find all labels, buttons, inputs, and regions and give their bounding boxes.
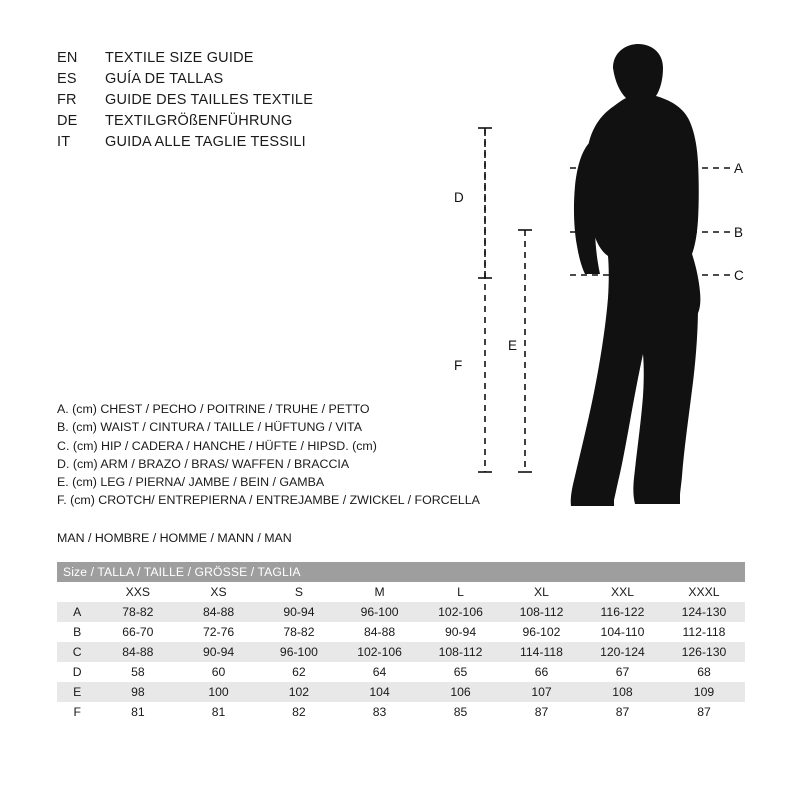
cell-d-xxl: 67 xyxy=(582,662,663,682)
legend-item-b: B. (cm) WAIST / CINTURA / TAILLE / HÜFTUNG / VITA xyxy=(57,420,362,435)
title-lang-en: EN xyxy=(57,50,78,66)
table-row xyxy=(57,622,745,642)
marker-label-c: C xyxy=(734,268,744,283)
row-label-d: D xyxy=(57,662,97,682)
cell-e-xxxl: 109 xyxy=(663,682,745,702)
cell-b-xxs: 66-70 xyxy=(97,622,178,642)
cell-f-s: 82 xyxy=(259,702,339,722)
title-text-fr: GUIDE DES TAILLES TEXTILE xyxy=(105,92,314,108)
title-text-es: GUÍA DE TALLAS xyxy=(105,71,224,87)
table-header-title-row xyxy=(57,562,745,582)
cell-a-xxl: 116-122 xyxy=(582,602,663,622)
legend-item-e: E. (cm) LEG / PIERNA/ JAMBE / BEIN / GAMBA xyxy=(57,475,325,490)
title-row-en xyxy=(57,50,477,71)
marker-label-b: B xyxy=(734,225,744,240)
legend-item-d: D. (cm) ARM / BRAZO / BRAS/ WAFFEN / BRACCIA xyxy=(57,456,350,471)
table-row xyxy=(57,702,745,722)
cell-b-xxl: 104-110 xyxy=(582,622,663,642)
cell-a-xl: 108-112 xyxy=(501,602,582,622)
cell-d-xxxl: 68 xyxy=(663,662,745,682)
cell-f-xxxl: 87 xyxy=(663,702,745,722)
cell-d-s: 62 xyxy=(259,662,339,682)
column-header-l: L xyxy=(420,582,501,602)
column-header-xs: XS xyxy=(178,582,258,602)
cell-c-l: 108-112 xyxy=(420,642,501,662)
row-label-a: A xyxy=(57,602,97,622)
legend-item-a: A. (cm) CHEST / PECHO / POITRINE / TRUHE / PETTO xyxy=(57,402,370,416)
cell-b-l: 90-94 xyxy=(420,622,501,642)
cell-f-xxs: 81 xyxy=(97,702,178,722)
marker-label-a: A xyxy=(734,161,744,176)
table-row xyxy=(57,642,745,662)
legend-note: MAN / HOMBRE / HOMME / MANN / MAN xyxy=(57,531,292,545)
size-table-container xyxy=(57,562,745,722)
table-title: Size / TALLA / TAILLE / GRÖSSE / TAGLIA xyxy=(57,562,745,582)
column-header-xl: XL xyxy=(501,582,582,602)
cell-e-m: 104 xyxy=(339,682,420,702)
title-lang-es: ES xyxy=(57,71,77,87)
legend-item-c: C. (cm) HIP / CADERA / HANCHE / HÜFTE / HIPSD. (cm) xyxy=(57,438,377,453)
cell-c-s: 96-100 xyxy=(259,642,339,662)
legend-item-f: F. (cm) CROTCH/ ENTREPIERNA / ENTREJAMBE / ZWICKEL / FORCELLA xyxy=(57,493,480,508)
cell-c-m: 102-106 xyxy=(339,642,420,662)
cell-d-xl: 66 xyxy=(501,662,582,682)
row-label-b: B xyxy=(57,622,97,642)
marker-label-e: E xyxy=(508,338,518,353)
title-text-en: TEXTILE SIZE GUIDE xyxy=(105,50,254,66)
title-block xyxy=(57,50,477,155)
cell-a-xs: 84-88 xyxy=(178,602,258,622)
corner-cell xyxy=(57,582,97,602)
marker-label-d: D xyxy=(454,190,464,205)
cell-b-xl: 96-102 xyxy=(501,622,582,642)
column-header-m: M xyxy=(339,582,420,602)
cell-a-m: 96-100 xyxy=(339,602,420,622)
table-row xyxy=(57,682,745,702)
cell-a-xxxl: 124-130 xyxy=(663,602,745,622)
cell-c-xxl: 120-124 xyxy=(582,642,663,662)
cell-d-l: 65 xyxy=(420,662,501,682)
cell-e-xxl: 108 xyxy=(582,682,663,702)
cell-f-l: 85 xyxy=(420,702,501,722)
title-row-fr xyxy=(57,92,477,113)
title-lang-fr: FR xyxy=(57,92,77,108)
cell-b-xs: 72-76 xyxy=(178,622,258,642)
table-row xyxy=(57,662,745,682)
column-header-s: S xyxy=(259,582,339,602)
title-text-it: GUIDA ALLE TAGLIE TESSILI xyxy=(105,134,306,150)
cell-b-s: 78-82 xyxy=(259,622,339,642)
cell-d-xs: 60 xyxy=(178,662,258,682)
column-header-xxs: XXS xyxy=(97,582,178,602)
column-header-xxxl: XXXL xyxy=(663,582,745,602)
row-label-f: F xyxy=(57,702,97,722)
title-text-de: TEXTILGRÖßENFÜHRUNG xyxy=(105,113,293,129)
cell-e-xxs: 98 xyxy=(97,682,178,702)
cell-a-s: 90-94 xyxy=(259,602,339,622)
cell-e-l: 106 xyxy=(420,682,501,702)
body-measurement-figure xyxy=(430,30,770,530)
cell-b-m: 84-88 xyxy=(339,622,420,642)
cell-e-xs: 100 xyxy=(178,682,258,702)
table-row xyxy=(57,602,745,622)
title-row-it xyxy=(57,134,477,155)
row-label-c: C xyxy=(57,642,97,662)
title-lang-it: IT xyxy=(57,134,71,150)
cell-c-xl: 114-118 xyxy=(501,642,582,662)
size-table xyxy=(57,562,745,722)
cell-b-xxxl: 112-118 xyxy=(663,622,745,642)
cell-f-xl: 87 xyxy=(501,702,582,722)
cell-a-l: 102-106 xyxy=(420,602,501,622)
cell-f-xxl: 87 xyxy=(582,702,663,722)
cell-c-xs: 90-94 xyxy=(178,642,258,662)
cell-d-m: 64 xyxy=(339,662,420,682)
cell-e-xl: 107 xyxy=(501,682,582,702)
cell-a-xxs: 78-82 xyxy=(97,602,178,622)
column-header-xxl: XXL xyxy=(582,582,663,602)
cell-c-xxs: 84-88 xyxy=(97,642,178,662)
cell-f-m: 83 xyxy=(339,702,420,722)
table-column-header-row xyxy=(57,582,745,602)
cell-f-xs: 81 xyxy=(178,702,258,722)
cell-d-xxs: 58 xyxy=(97,662,178,682)
title-row-es xyxy=(57,71,477,92)
title-lang-de: DE xyxy=(57,113,78,129)
cell-e-s: 102 xyxy=(259,682,339,702)
cell-c-xxxl: 126-130 xyxy=(663,642,745,662)
title-row-de xyxy=(57,113,477,134)
marker-label-f: F xyxy=(454,358,463,373)
row-label-e: E xyxy=(57,682,97,702)
